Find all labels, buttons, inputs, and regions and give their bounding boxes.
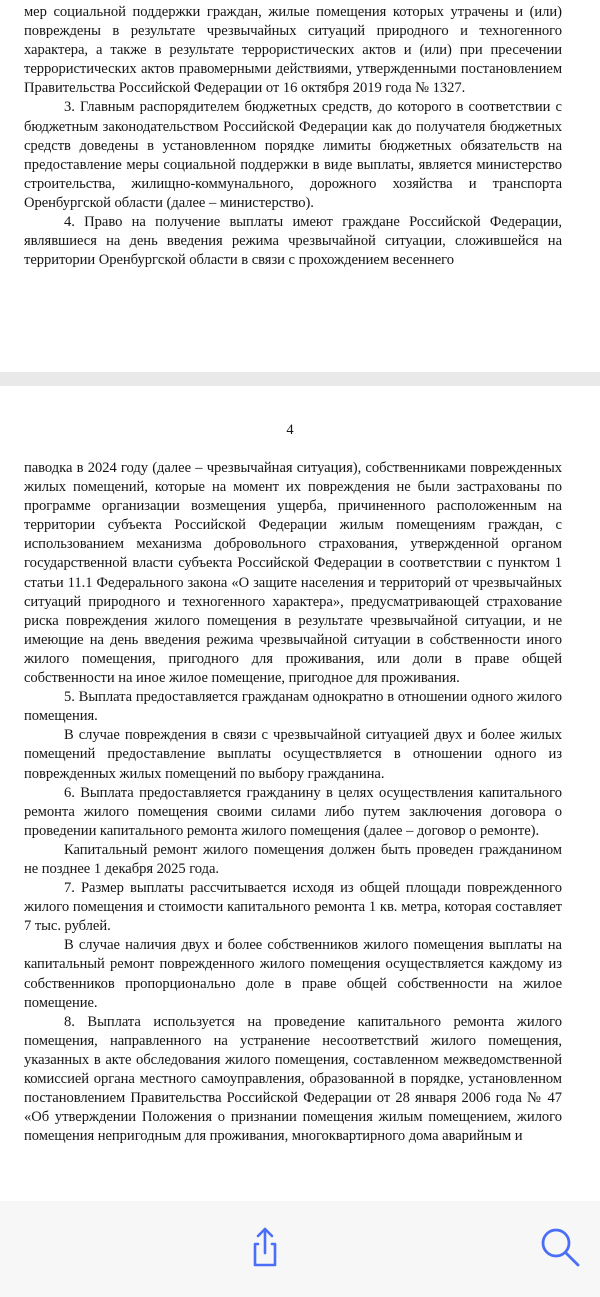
paragraph: Капитальный ремонт жилого помещения должен быть проведен гражданином не позднее 1 декабря 2025 года. — [24, 841, 562, 877]
page-3-body — [24, 3, 562, 270]
document-page-4 — [0, 386, 600, 1201]
search-icon — [538, 1225, 582, 1269]
bottom-toolbar — [0, 1201, 600, 1297]
search-button[interactable] — [538, 1225, 582, 1269]
paragraph: 3. Главным распорядителем бюджетных средств, до которого в соответствии с бюджетным законодательством Российской Федерации как до получателя бюджетных средств доведены в установленном порядке лимиты бюджетных обязательств на предоставление меры социальной поддержки в виде выплаты, является министерство строительства, жилищно-коммунального, дорожного хозяйства и транспорта Оренбургской области (далее – министерство). — [24, 99, 562, 211]
paragraph: паводка в 2024 году (далее – чрезвычайная ситуация), собственниками поврежденных жилых помещений, которые на момент их повреждения не были застрахованы по программе организации возмещения ущерба, причиненного расположенным на территории субъекта Российской Федерации жилым помещениям граждан, с использованием механизма добровольного страхования, утвержденной органом государственной власти субъекта Российской Федерации в соответствии с пунктом 1 статьи 11.1 Федерального закона «О защите населения и территорий от чрезвычайных ситуаций природного и техногенного характера», предусматривающей страхование риска повреждения жилого помещения в результате чрезвычайной ситуации, и не имеющие на день введения режима чрезвычайной ситуации в собственности иного жилого помещения, пригодного для проживания, или доли в праве общей собственности на иное жилое помещение, пригодное для проживания. — [24, 460, 562, 687]
paragraph: 8. Выплата используется на проведение капитального ремонта жилого помещения, направленного на устранение несоответствий жилого помещения, указанных в акте обследования жилого помещения, составленном межведомственной комиссией органа местного самоуправления, образованной в порядке, установленном постановлением Правительства Российской Федерации от 28 января 2006 года № 47 «Об утверждении Положения о признании помещения жилым помещением, жилого помещения непригодным для проживания, многоквартирного дома аварийным и — [24, 1013, 562, 1145]
paragraph: В случае повреждения в связи с чрезвычайной ситуацией двух и более жилых помещений предоставление выплаты осуществляется в отношении одного из поврежденных жилых помещений по выбору гражданина. — [24, 727, 562, 782]
paragraph: 6. Выплата предоставляется гражданину в целях осуществления капитального ремонта жилого помещения своими силами либо путем заключения договора о проведении капитального ремонта жилого помещения (далее – договор о ремонте). — [24, 784, 562, 839]
share-button[interactable] — [243, 1225, 287, 1269]
paragraph: В случае наличия двух и более собственников жилого помещения выплаты на капитальный ремонт поврежденного жилого помещения осуществляется каждому из собственников пропорционально доле в праве общей собственности на жилое помещение. — [24, 937, 562, 1011]
paragraph: мер социальной поддержки граждан, жилые помещения которых утрачены и (или) повреждены в результате чрезвычайных ситуаций природного и техногенного характера, а также в результате террористических актов и (или) при пресечении террористических актов правомерными действиями, утвержденными постановлением Правительства Российской Федерации от 16 октября 2019 года № 1327. — [24, 4, 562, 97]
document-page-3 — [0, 0, 600, 372]
paragraph: 4. Право на получение выплаты имеют граждане Российской Федерации, являвшиеся на день введения режима чрезвычайной ситуации, сложившейся на территории Оренбургской области в связи с прохождением весеннего — [24, 214, 562, 269]
paragraph: 5. Выплата предоставляется гражданам однократно в отношении одного жилого помещения. — [24, 689, 562, 725]
page-separator — [0, 372, 600, 386]
page-number: 4 — [286, 422, 294, 438]
paragraph: 7. Размер выплаты рассчитывается исходя из общей площади поврежденного жилого помещения и стоимости капитального ремонта 1 кв. метра, которая составляет 7 тыс. рублей. — [24, 880, 562, 935]
share-icon — [243, 1225, 287, 1269]
page-4-body — [24, 459, 562, 1146]
